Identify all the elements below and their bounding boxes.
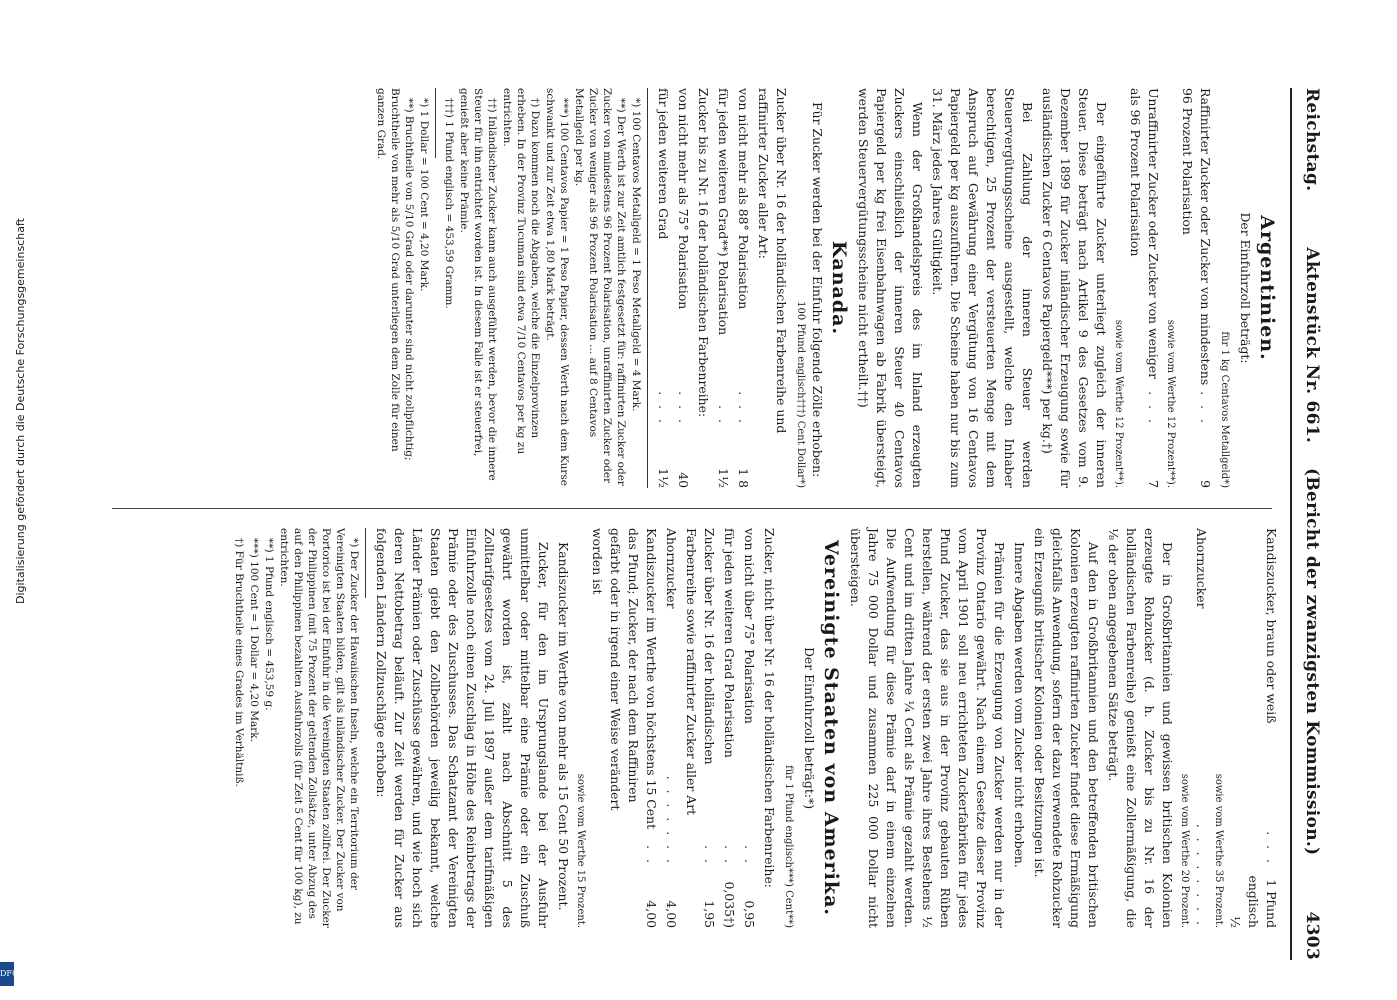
tariff-entry: für jeden weiteren Grad Polarisation . . 0,035†) <box>722 528 737 928</box>
section-title-kanada: Kanada. <box>828 240 850 336</box>
tariff-value: 9 <box>1198 480 1213 488</box>
right-column <box>231 528 1282 928</box>
tariff-note: sowie vom Werthe 20 Prozent. <box>1179 773 1190 928</box>
tariff-entry: Ahornzucker . . . . . . . 4,00 <box>664 528 679 928</box>
tariff-note: sowie vom Werthe 15 Prozent. <box>575 773 586 928</box>
paragraph: Innere Abgaben werden vom Zucker nicht erhoben. <box>1012 542 1027 868</box>
tariff-note: sowie vom Werthe 35 Prozent. <box>1213 773 1224 928</box>
tariff-entry: Kandiszucker im Werthe von höchstens 15 Cent das Pfund; Zucker, der nach dem Raffiniren gefärbt oder in irgend einer Weise verändert worden ist . . 4,00 <box>590 528 659 928</box>
rotated-page-content <box>106 88 1332 960</box>
tariff-entry: Zucker, nicht über Nr. 16 der holländischen Farbenreihe: <box>762 528 777 888</box>
footnote: †††) 1 Pfund englisch = 453,59 Gramm. <box>443 98 455 309</box>
footnote: **) Der Werth ist zur Zeit amtlich festgesetzt für: raffinirten Zucker oder Zucker von mindestens 96 Prozent Polarisation, unraffinirten Zucker oder Zucker von weniger als 96 Prozent Polarisation … auf 8 Centavos Metallgeld per kg. <box>573 88 627 486</box>
footnote: †) Dazu kommen noch die Abgaben, welche die Einzelprovinzen erheben. In der Provinz Tucuman sind etwa 7/10 Centavos per kg zu entrichten. <box>501 88 541 455</box>
tariff-entry: Unraffinirter Zucker oder Zucker von weniger als 96 Prozent Polarisation . . . 7 <box>1128 88 1161 488</box>
paragraph: Bei Zahlung der inneren Steuer werden Steuervergütungsscheine ausgestellt, welche den Inhaber berechtigen, 25 Prozent der versteuerten Menge mit dem Anspruch auf Gewährung einer Vergütung von 16 Centavos Papiergeld per kg auszuführen. Die Scheine haben nur bis zum 31. März jedes Jahres Gültigkeit. <box>930 88 1035 488</box>
footnote: *) 100 Centavos Metallgeld = 1 Peso Metallgeld = 4 Mark. <box>630 98 642 412</box>
footnote-rule <box>365 528 366 598</box>
dfg-logo-icon: DFG <box>0 962 14 986</box>
intro-kanada: Für Zucker werden bei der Einfuhr folgende Zölle erhoben: <box>810 102 825 478</box>
tariff-entry: Zucker über Nr. 16 der holländischen Farbenreihe sowie raffinirter Zucker aller Art . . 1,95 <box>684 528 717 928</box>
header-mid <box>1302 191 1322 911</box>
footnote: *) Der Zucker der Hawaiischen Inseln, welche ein Territorium der Vereinigten Staaten bilden, gilt als inländischer Zucker. Der Zucker von Portorico ist bei der Einfuhr in die Vereinigten Staaten zollfrei. Der Zucker der Philippinen (mit 75 Prozent der geltenden Zollsätze, unter Abzug des auf den Philippinen bezahlten Ausfuhrzolls (für Zeit 5 Cent für 100 kg), zu entrichten. <box>278 528 360 928</box>
intro-usa: Der Einfuhrzoll beträgt:*) <box>802 646 817 810</box>
digitization-note: Digitalisierung gefördert durch die Deutsche Forschungsgemeinschaft <box>14 218 27 604</box>
tariff-entry: für jeden weiteren Grad**) Polarisation . . 1½ <box>716 88 731 488</box>
left-column <box>373 88 1282 488</box>
tariff-entry: von nicht über 75° Polarisation . . 0,95 <box>742 528 757 928</box>
intro-argentinien: Der Einfuhrzoll beträgt: <box>1238 212 1253 364</box>
paragraph: Auf den in Großbritannien und den betreffenden britischen Kolonien erzeugten raffinirten Zucker findet diese Ermäßigung gleichfalls Anwendung, sofern der dazu verwendete Rohzucker ein Erzeugniß britischer Kolonien oder Besitzungen ist. <box>1032 528 1101 928</box>
tariff-entry: Ahornzucker . . . . . . . . <box>1194 528 1209 928</box>
footnote: ††) Inländischer Zucker kann auch ausgeführt werden, bevor die innere Steuer für ihn entrichtet worden ist. In diesem Falle ist er steuerfrei, genießt aber keine Prämie. <box>458 88 498 481</box>
footnote: ***) 100 Cent = 1 Dollar = 4,20 Mark. <box>248 538 260 742</box>
unit-note-kanada: 100 Pfund englisch†††) Cent Dollar*) <box>795 301 806 488</box>
paragraph: Kandiszucker im Werthe von mehr als 15 Cent 50 Prozent. <box>556 542 571 911</box>
tariff-note: sowie vom Werthe 12 Prozent**). <box>1113 319 1124 488</box>
section-title-usa: Vereinigte Staaten von Amerika. <box>820 539 842 916</box>
section-title-argentinien: Argentinien. <box>1256 215 1278 361</box>
unit-note-usa: für 1 Pfund englisch***) Cent**) <box>783 765 794 928</box>
paragraph: Der in Großbritannien und gewissen britischen Kolonien erzeugte Rohzucker (d. h. Zucker bis zu Nr. 16 der holländischen Farbenreihe) genießt eine Zollermäßigung, die ⅛ der oben angegebenen Sätze beträgt. <box>1106 528 1175 928</box>
footnote-rule <box>435 88 436 158</box>
tariff-value: 7 <box>1146 480 1161 488</box>
paragraph: Zucker, für den im Ursprungslande bei der Ausfuhr unmittelbar oder mittelbar eine Prämie oder ein Zuschuß gewährt worden ist, zahlt nach Abschnitt 5 des Zolltarifgesetzes vom 24. Juli 1897 außer dem tarifmäßigen Einfuhrzolle noch einen Zuschlag in Höhe des Reinbetrags der Prämie oder des Zuschusses. Das Schatzamt der Vereinigten Staaten giebt den Zollbehörden jeweilig bekannt, welche Länder Prämien oder Zuschüsse gewähren, und wie hoch sich deren Nettobetrag beläuft. Zur Zeit werden für Zucker aus folgenden Ländern Zollzuschläge erhoben: <box>374 528 551 928</box>
footnote: **) 1 Pfund englisch = 453,59 g. <box>263 538 275 711</box>
tariff-entry: von nicht mehr als 88° Polarisation . . . 1 8 <box>736 88 751 488</box>
tariff-entry: Kandiszucker, braun oder weiß . . . 1 Pfund englisch ½ <box>1228 528 1279 928</box>
tariff-entry: Raffinirter Zucker oder Zucker von mindestens 96 Prozent Polarisation . . . 9 <box>1180 88 1213 488</box>
tariff-entry: Zucker bis zu Nr. 16 der holländischen Farbenreihe: <box>696 88 711 418</box>
footnote: **) Bruchtheile von 5/10 Grad oder darunter sind nicht zollpflichtig; Bruchtheile von mehr als 5/10 Grad unterliegen dem Zolle für einen ganzen Grad. <box>375 88 415 461</box>
paragraph: Der eingeführte Zucker unterliegt zugleich der inneren Steuer. Diese beträgt nach Artikel 9 des Gesetzes vom 9. Dezember 1899 für Zucker inländischer Erzeugung sowie für ausländischen Zucker 6 Centavos Papiergeld***) per kg.†) <box>1040 88 1109 488</box>
header-left: Reichstag. <box>1302 88 1322 192</box>
tariff-entry: Zucker über Nr. 16 der holländischen Farbenreihe und raffinirter Zucker aller Art: <box>756 88 789 434</box>
page-header <box>1290 88 1332 960</box>
page-number: 4303 <box>1302 911 1322 960</box>
tariff-label: Raffinirter Zucker oder Zucker von mindestens 96 Prozent Polarisation <box>1180 88 1213 386</box>
tariff-entry: von nicht mehr als 75° Polarisation . . . 40 <box>676 88 691 488</box>
tariff-entry: für jeden weiteren Grad . . . 1½ <box>656 88 671 488</box>
column-divider <box>112 508 1272 509</box>
unit-note-argentinien: für 1 kg Centavos Metallgeld*) <box>1219 331 1230 488</box>
tariff-label: Unraffinirter Zucker oder Zucker von weniger als 96 Prozent Polarisation <box>1128 88 1161 380</box>
paragraph: Wenn der Großhandelspreis des im Inland erzeugten Zuckers einschließlich der inneren Steuer 40 Centavos Papiergeld per kg frei Eisenbahnwagen ab Fabrik übersteigt, werden Steuervergütungsscheine nicht ertheilt.††) <box>856 88 925 488</box>
header-bericht: (Bericht der zwanzigsten Kommission.) <box>1302 468 1322 856</box>
header-aktenstueck: Aktenstück Nr. 661. <box>1302 247 1322 444</box>
footnote: ***) 100 Centavos Papier = 1 Peso Papier, dessen Werth nach dem Kurse schwankt und zur Zeit etwa 1,80 Mark beträgt. <box>544 88 570 486</box>
footnote: †) Für Bruchtheile eines Grades im Verhältniß. <box>233 538 245 787</box>
tariff-note: sowie vom Werthe 12 Prozent**). <box>1165 319 1176 488</box>
footnote: *) 1 Dollar = 100 Cent = 4,20 Mark. <box>418 98 430 292</box>
paragraph: Prämien für die Erzeugung von Zucker werden nur in der Provinz Ontario gewährt. Nach einem Gesetze dieser Provinz vom April 1901 soll neu errichteten Zuckerfabriken für jedes Pfund Zucker, das sie aus in der Provinz gebauten Rüben herstellen, während der ersten zwei Jahre ihres Bestehens ½ Cent und im dritten Jahre ¼ Cent als Prämie gezahlt werden. Die Aufwendung für diese Prämie darf in einem einzelnen Jahre 75 000 Dollar und zusammen 225 000 Dollar nicht übersteigen. <box>848 528 1007 928</box>
footnote-rule <box>647 88 648 488</box>
